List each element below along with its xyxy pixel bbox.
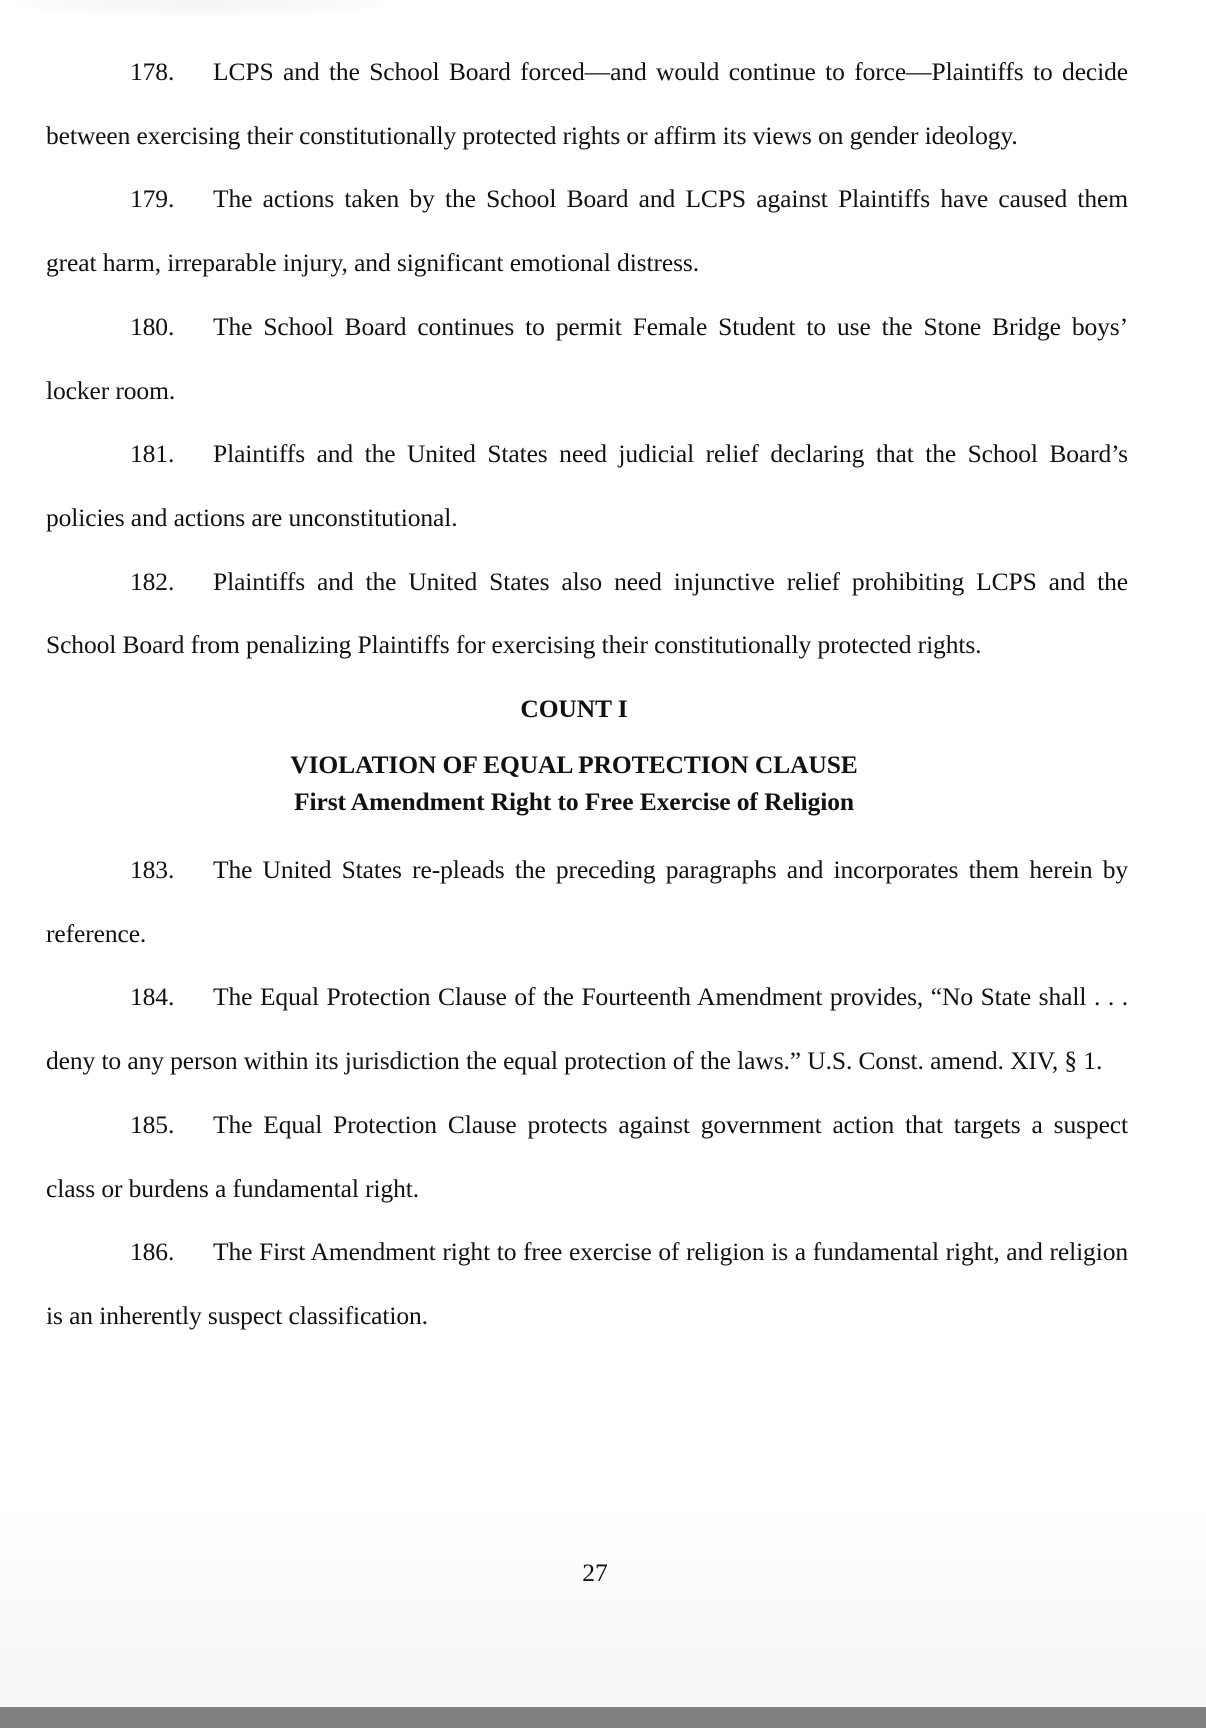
paragraph-text: The actions taken by the School Board and LCPS against Plaintiffs have caused them great harm, irreparable injury, and significant emotional distress.	[46, 184, 1128, 278]
paragraph-text: The First Amendment right to free exercise of religion is a fundamental right, and religion is an inherently suspect classification.	[46, 1237, 1128, 1330]
paragraph-text: Plaintiffs and the United States also need injunctive relief prohibiting LCPS and the School Board from penalizing Plaintiffs for exercising their constitutionally protected rights.	[46, 566, 1128, 660]
paragraph-181	[46, 422, 1128, 549]
document-body	[46, 40, 1128, 1348]
count-subtitle-line2: First Amendment Right to Free Exercise of Religion	[294, 787, 854, 817]
paragraph-number: 185.	[130, 1109, 175, 1139]
bottom-toolbar-strip	[0, 1707, 1206, 1728]
paragraph-number: 182.	[130, 566, 175, 596]
page-number: 27	[582, 1558, 608, 1587]
paragraph-180	[46, 295, 1128, 422]
paragraph-184	[46, 965, 1128, 1092]
count-title: COUNT I	[520, 694, 628, 724]
paragraph-text: The United States re-pleads the preceding paragraphs and incorporates them herein by reference.	[46, 855, 1128, 948]
paragraph-text: The School Board continues to permit Female Student to use the Stone Bridge boys’ locker room.	[46, 311, 1128, 405]
paragraph-text: Plaintiffs and the United States need judicial relief declaring that the School Board’s policies and actions are unconstitutional.	[46, 439, 1128, 532]
top-shadow	[20, 0, 380, 16]
paragraph-179	[46, 167, 1128, 294]
paragraph-182	[46, 550, 1128, 677]
paragraph-178	[46, 40, 1128, 167]
paragraph-183	[46, 838, 1128, 965]
paragraph-number: 179.	[130, 184, 175, 214]
count-heading	[46, 677, 1128, 820]
paragraph-number: 181.	[130, 439, 175, 469]
paragraph-text: LCPS and the School Board forced—and would continue to force—Plaintiffs to decide between exercising their constitutionally protected rights or affirm its views on gender ideology.	[46, 57, 1128, 150]
paragraph-number: 186.	[130, 1237, 175, 1267]
paragraph-number: 184.	[130, 982, 175, 1012]
paragraph-number: 180.	[130, 311, 175, 341]
count-subtitle-line1: VIOLATION OF EQUAL PROTECTION CLAUSE	[290, 750, 858, 780]
paragraph-186	[46, 1220, 1128, 1347]
paragraph-text: The Equal Protection Clause of the Fourteenth Amendment provides, “No State shall . . . deny to any person within its jurisdiction the equal protection of the laws.” U.S. Const. amend. XIV, § 1.	[46, 982, 1128, 1076]
paragraph-text: The Equal Protection Clause protects against government action that targets a suspect class or burdens a fundamental right.	[46, 1109, 1128, 1203]
paragraph-185	[46, 1093, 1128, 1220]
paragraph-number: 178.	[130, 57, 175, 86]
paragraph-number: 183.	[130, 855, 175, 885]
